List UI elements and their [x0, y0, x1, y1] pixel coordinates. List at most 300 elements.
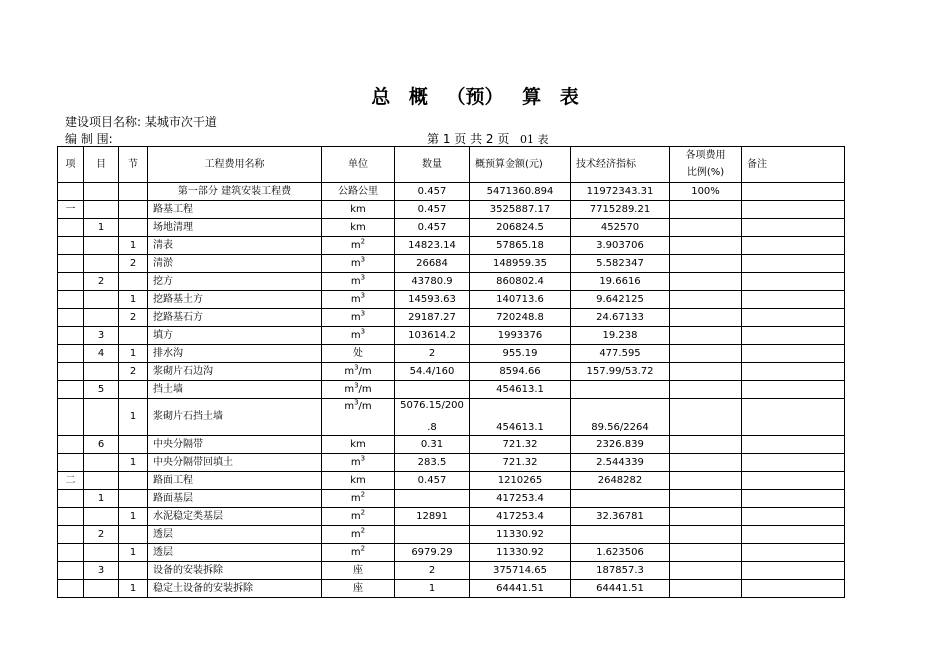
sub-cell: [84, 363, 119, 381]
name-cell: 挖路基土方: [148, 291, 322, 309]
index-cell: 1.623506: [571, 544, 670, 562]
unit-suffix: /m: [358, 383, 372, 395]
amount-cell: 140713.6: [470, 291, 571, 309]
sub-cell: [84, 472, 119, 490]
sub-cell: 5: [84, 381, 119, 399]
section-cell: 1: [119, 237, 148, 255]
unit-exponent: 2: [360, 526, 366, 535]
unit-cell: [322, 436, 395, 454]
unit-base: 处: [353, 347, 363, 359]
unit-exponent: 3: [360, 291, 366, 300]
remark-cell: [742, 454, 845, 472]
unit-base: m: [344, 383, 355, 395]
header-ratio-line2: 比例(%): [686, 167, 725, 179]
amount-cell: 720248.8: [470, 309, 571, 327]
unit-base: m: [350, 239, 361, 251]
item-cell: [58, 490, 84, 508]
ratio-cell: [670, 237, 742, 255]
name-cell: 水泥稳定类基层: [148, 508, 322, 526]
unit-exponent: 3: [360, 273, 366, 282]
section-cell: 1: [119, 291, 148, 309]
unit-cell: [322, 363, 395, 381]
amount-cell: 3525887.17: [470, 201, 571, 219]
index-cell: 2648282: [571, 472, 670, 490]
header-section: 节: [119, 147, 148, 183]
unit-exponent: 2: [360, 237, 366, 246]
budget-table: [57, 146, 845, 598]
unit-cell: [322, 291, 395, 309]
sub-cell: 4: [84, 345, 119, 363]
remark-cell: [742, 237, 845, 255]
name-cell: 第一部分 建筑安装工程费: [148, 183, 322, 201]
unit-cell: [322, 309, 395, 327]
unit-base: m: [350, 311, 361, 323]
amount-cell: 454613.1: [470, 381, 571, 399]
remark-cell: [742, 291, 845, 309]
unit-cell: [322, 544, 395, 562]
item-cell: [58, 273, 84, 291]
index-cell: 3.903706: [571, 237, 670, 255]
ratio-cell: [670, 454, 742, 472]
section-cell: 1: [119, 544, 148, 562]
unit-base: m: [350, 293, 361, 305]
title-char: 算: [522, 86, 542, 108]
unit-base: m: [350, 528, 361, 540]
table-row: [58, 580, 845, 598]
qty-cell: 6979.29: [395, 544, 470, 562]
item-cell: [58, 580, 84, 598]
remark-cell: [742, 544, 845, 562]
amount-cell: 57865.18: [470, 237, 571, 255]
remark-cell: [742, 436, 845, 454]
ratio-cell: 100%: [670, 183, 742, 201]
sub-cell: [84, 237, 119, 255]
table-row: [58, 363, 845, 381]
unit-exponent: 3: [354, 363, 359, 372]
remark-cell: [742, 490, 845, 508]
unit-base: km: [350, 203, 366, 215]
section-cell: [119, 201, 148, 219]
unit-exponent: 3: [354, 398, 359, 407]
header-amount: 概预算金额(元): [470, 147, 571, 183]
name-cell: 设备的安装拆除: [148, 562, 322, 580]
ratio-cell: [670, 381, 742, 399]
unit-cell: [322, 381, 395, 399]
table-row: [58, 183, 845, 201]
index-cell: [571, 490, 670, 508]
unit-base: m: [350, 456, 361, 468]
section-cell: 2: [119, 363, 148, 381]
unit-base: m: [344, 401, 355, 412]
qty-cell: 2: [395, 345, 470, 363]
unit-base: m: [350, 510, 361, 522]
ratio-cell: [670, 562, 742, 580]
table-row: [58, 273, 845, 291]
unit-base: 公路公里: [338, 185, 378, 197]
table-row: [58, 472, 845, 490]
table-row: [58, 454, 845, 472]
section-cell: [119, 526, 148, 544]
name-cell: 稳定土设备的安装拆除: [148, 580, 322, 598]
amount-cell: 1993376: [470, 327, 571, 345]
unit-exponent: 3: [354, 381, 359, 390]
amount-cell: 721.32: [470, 436, 571, 454]
unit-base: 座: [353, 582, 363, 594]
name-cell: 路基工程: [148, 201, 322, 219]
qty-cell: 2: [395, 562, 470, 580]
name-cell: 挖方: [148, 273, 322, 291]
sub-cell: 1: [84, 219, 119, 237]
sub-cell: 6: [84, 436, 119, 454]
qty-cell: 283.5: [395, 454, 470, 472]
index-cell: [571, 381, 670, 399]
ratio-cell: [670, 526, 742, 544]
header-ratio-line1: 各项费用: [685, 149, 726, 161]
amount-cell: 454613.1: [470, 399, 571, 436]
index-cell: 2.544339: [571, 454, 670, 472]
ratio-cell: [670, 201, 742, 219]
section-cell: [119, 219, 148, 237]
sub-cell: [84, 183, 119, 201]
sub-cell: [84, 291, 119, 309]
remark-cell: [742, 381, 845, 399]
name-cell: 清淤: [148, 255, 322, 273]
item-cell: [58, 309, 84, 327]
index-cell: 452570: [571, 219, 670, 237]
table-row: [58, 436, 845, 454]
ratio-cell: [670, 490, 742, 508]
section-cell: [119, 472, 148, 490]
unit-base: m: [350, 492, 361, 504]
amount-cell: 11330.92: [470, 544, 571, 562]
sub-cell: [84, 201, 119, 219]
index-cell: 7715289.21: [571, 201, 670, 219]
amount-cell: 417253.4: [470, 508, 571, 526]
amount-cell: 721.32: [470, 454, 571, 472]
remark-cell: [742, 201, 845, 219]
ratio-cell: [670, 309, 742, 327]
scope-label: 编 制 围:: [65, 132, 113, 146]
name-cell: 路面工程: [148, 472, 322, 490]
item-cell: [58, 381, 84, 399]
section-cell: [119, 562, 148, 580]
table-row: [58, 327, 845, 345]
unit-cell: [322, 526, 395, 544]
name-cell: 清表: [148, 237, 322, 255]
section-cell: [119, 436, 148, 454]
item-cell: [58, 526, 84, 544]
unit-exponent: 3: [360, 309, 366, 318]
sub-cell: 2: [84, 273, 119, 291]
item-cell: 一: [58, 201, 84, 219]
qty-line1: 5076.15/200: [400, 400, 464, 411]
remark-cell: [742, 183, 845, 201]
unit-base: m: [350, 546, 361, 558]
sub-cell: [84, 508, 119, 526]
item-cell: [58, 255, 84, 273]
title-char: （预）: [446, 86, 504, 108]
ratio-cell: [670, 508, 742, 526]
unit-base: km: [350, 474, 366, 486]
unit-cell: [322, 201, 395, 219]
amount-cell: 1210265: [470, 472, 571, 490]
remark-cell: [742, 363, 845, 381]
header-remark: 备注: [742, 147, 845, 183]
table-row: [58, 237, 845, 255]
name-cell: 浆砌片石挡土墙: [148, 399, 322, 436]
amount-cell: 206824.5: [470, 219, 571, 237]
ratio-cell: [670, 399, 742, 436]
page-title: [0, 82, 950, 109]
table-row: [58, 544, 845, 562]
amount-cell: 11330.92: [470, 526, 571, 544]
ratio-cell: [670, 472, 742, 490]
qty-cell: 0.457: [395, 472, 470, 490]
unit-cell: [322, 219, 395, 237]
unit-cell: [322, 273, 395, 291]
qty-cell: 0.457: [395, 183, 470, 201]
name-cell: 填方: [148, 327, 322, 345]
item-cell: [58, 562, 84, 580]
table-row: [58, 399, 845, 436]
table-row: [58, 490, 845, 508]
item-cell: [58, 327, 84, 345]
sub-cell: [84, 309, 119, 327]
sub-cell: [84, 454, 119, 472]
title-char: 表: [559, 86, 579, 108]
qty-cell: 43780.9: [395, 273, 470, 291]
header-sub: 目: [84, 147, 119, 183]
ratio-cell: [670, 327, 742, 345]
section-cell: 1: [119, 345, 148, 363]
header-qty: 数量: [395, 147, 470, 183]
section-cell: [119, 327, 148, 345]
qty-cell: [395, 381, 470, 399]
unit-cell: [322, 472, 395, 490]
sub-cell: 3: [84, 327, 119, 345]
table-row: [58, 219, 845, 237]
unit-suffix: /m: [358, 365, 372, 377]
unit-suffix: /m: [358, 401, 372, 412]
ratio-cell: [670, 255, 742, 273]
table-row: [58, 309, 845, 327]
qty-cell: 1: [395, 580, 470, 598]
qty-cell: 0.457: [395, 219, 470, 237]
header-item: 项: [58, 147, 84, 183]
remark-cell: [742, 508, 845, 526]
qty-line2: .8: [427, 422, 437, 433]
ratio-cell: [670, 436, 742, 454]
amount-cell: 8594.66: [470, 363, 571, 381]
unit-exponent: 2: [360, 544, 366, 553]
item-cell: [58, 454, 84, 472]
ratio-cell: [670, 580, 742, 598]
section-cell: [119, 490, 148, 508]
page-info: 第 1 页 共 2 页: [427, 132, 510, 146]
unit-cell: [322, 399, 395, 436]
item-cell: [58, 399, 84, 436]
sub-cell: 3: [84, 562, 119, 580]
unit-base: km: [350, 221, 366, 233]
qty-cell: 26684: [395, 255, 470, 273]
item-cell: 二: [58, 472, 84, 490]
unit-cell: [322, 580, 395, 598]
index-cell: 157.99/53.72: [571, 363, 670, 381]
sub-cell: [84, 399, 119, 436]
index-cell: 19.6616: [571, 273, 670, 291]
section-cell: 1: [119, 399, 148, 436]
amount-cell: 375714.65: [470, 562, 571, 580]
remark-cell: [742, 580, 845, 598]
index-cell: 5.582347: [571, 255, 670, 273]
name-cell: 挡土墙: [148, 381, 322, 399]
index-cell: 32.36781: [571, 508, 670, 526]
index-cell: 64441.51: [571, 580, 670, 598]
item-cell: [58, 544, 84, 562]
section-cell: 2: [119, 255, 148, 273]
table-row: [58, 562, 845, 580]
section-cell: 1: [119, 508, 148, 526]
table-row: [58, 291, 845, 309]
amount-cell: 5471360.894: [470, 183, 571, 201]
remark-cell: [742, 327, 845, 345]
ratio-cell: [670, 291, 742, 309]
index-cell: 477.595: [571, 345, 670, 363]
name-cell: 透层: [148, 526, 322, 544]
index-cell: 187857.3: [571, 562, 670, 580]
index-cell: 24.67133: [571, 309, 670, 327]
table-row: [58, 345, 845, 363]
qty-cell: 0.457: [395, 201, 470, 219]
remark-cell: [742, 309, 845, 327]
sub-cell: [84, 544, 119, 562]
qty-cell: 103614.2: [395, 327, 470, 345]
item-cell: [58, 508, 84, 526]
name-cell: 中央分隔带回填土: [148, 454, 322, 472]
table-row: [58, 526, 845, 544]
index-cell: 89.56/2264: [571, 399, 670, 436]
table-number: 01 表: [520, 133, 549, 146]
title-char: 总: [371, 86, 391, 108]
unit-cell: [322, 345, 395, 363]
ratio-cell: [670, 544, 742, 562]
name-cell: 场地清理: [148, 219, 322, 237]
unit-cell: [322, 490, 395, 508]
table-row: [58, 508, 845, 526]
section-cell: 1: [119, 454, 148, 472]
qty-cell: 14593.63: [395, 291, 470, 309]
remark-cell: [742, 526, 845, 544]
remark-cell: [742, 472, 845, 490]
item-cell: [58, 219, 84, 237]
unit-exponent: 2: [360, 508, 366, 517]
section-cell: [119, 381, 148, 399]
project-line: [65, 113, 217, 130]
ratio-cell: [670, 273, 742, 291]
ratio-cell: [670, 345, 742, 363]
unit-cell: [322, 508, 395, 526]
qty-cell: 0.31: [395, 436, 470, 454]
sub-cell: 1: [84, 490, 119, 508]
section-cell: 2: [119, 309, 148, 327]
remark-cell: [742, 399, 845, 436]
amount-cell: 148959.35: [470, 255, 571, 273]
remark-cell: [742, 255, 845, 273]
name-cell: 排水沟: [148, 345, 322, 363]
item-cell: [58, 345, 84, 363]
ratio-cell: [670, 219, 742, 237]
name-cell: 透层: [148, 544, 322, 562]
qty-cell: 54.4/160: [395, 363, 470, 381]
project-name: 某城市次干道: [144, 115, 217, 129]
index-cell: 19.238: [571, 327, 670, 345]
unit-base: m: [344, 365, 355, 377]
name-cell: 挖路基石方: [148, 309, 322, 327]
remark-cell: [742, 273, 845, 291]
unit-cell: [322, 183, 395, 201]
qty-cell: 29187.27: [395, 309, 470, 327]
unit-cell: [322, 255, 395, 273]
qty-cell: 12891: [395, 508, 470, 526]
qty-cell: [395, 399, 470, 436]
unit-cell: [322, 454, 395, 472]
unit-cell: [322, 327, 395, 345]
unit-cell: [322, 237, 395, 255]
qty-cell: [395, 526, 470, 544]
index-cell: 2326.839: [571, 436, 670, 454]
amount-cell: 417253.4: [470, 490, 571, 508]
qty-cell: [395, 490, 470, 508]
section-cell: [119, 183, 148, 201]
item-cell: [58, 436, 84, 454]
ratio-cell: [670, 363, 742, 381]
sub-cell: [84, 580, 119, 598]
unit-exponent: 2: [360, 490, 366, 499]
table-row: [58, 255, 845, 273]
unit-base: m: [350, 329, 361, 341]
unit-exponent: 3: [360, 327, 366, 336]
name-cell: 浆砌片石边沟: [148, 363, 322, 381]
index-cell: 11972343.31: [571, 183, 670, 201]
amount-cell: 860802.4: [470, 273, 571, 291]
table-row: [58, 381, 845, 399]
index-cell: 9.642125: [571, 291, 670, 309]
amount-cell: 955.19: [470, 345, 571, 363]
header-unit: 单位: [322, 147, 395, 183]
unit-base: m: [350, 275, 361, 287]
remark-cell: [742, 562, 845, 580]
header-ratio: [670, 147, 742, 183]
sub-cell: 2: [84, 526, 119, 544]
item-cell: [58, 363, 84, 381]
unit-exponent: 3: [360, 255, 366, 264]
table-row: [58, 201, 845, 219]
remark-cell: [742, 345, 845, 363]
unit-base: m: [350, 257, 361, 269]
name-cell: 中央分隔带: [148, 436, 322, 454]
item-cell: [58, 237, 84, 255]
section-cell: 1: [119, 580, 148, 598]
header-index: 技术经济指标: [571, 147, 670, 183]
item-cell: [58, 291, 84, 309]
title-char: 概: [408, 86, 428, 108]
amount-cell: 64441.51: [470, 580, 571, 598]
remark-cell: [742, 219, 845, 237]
sub-cell: [84, 255, 119, 273]
name-cell: 路面基层: [148, 490, 322, 508]
unit-base: km: [350, 438, 366, 450]
unit-exponent: 3: [360, 454, 366, 463]
